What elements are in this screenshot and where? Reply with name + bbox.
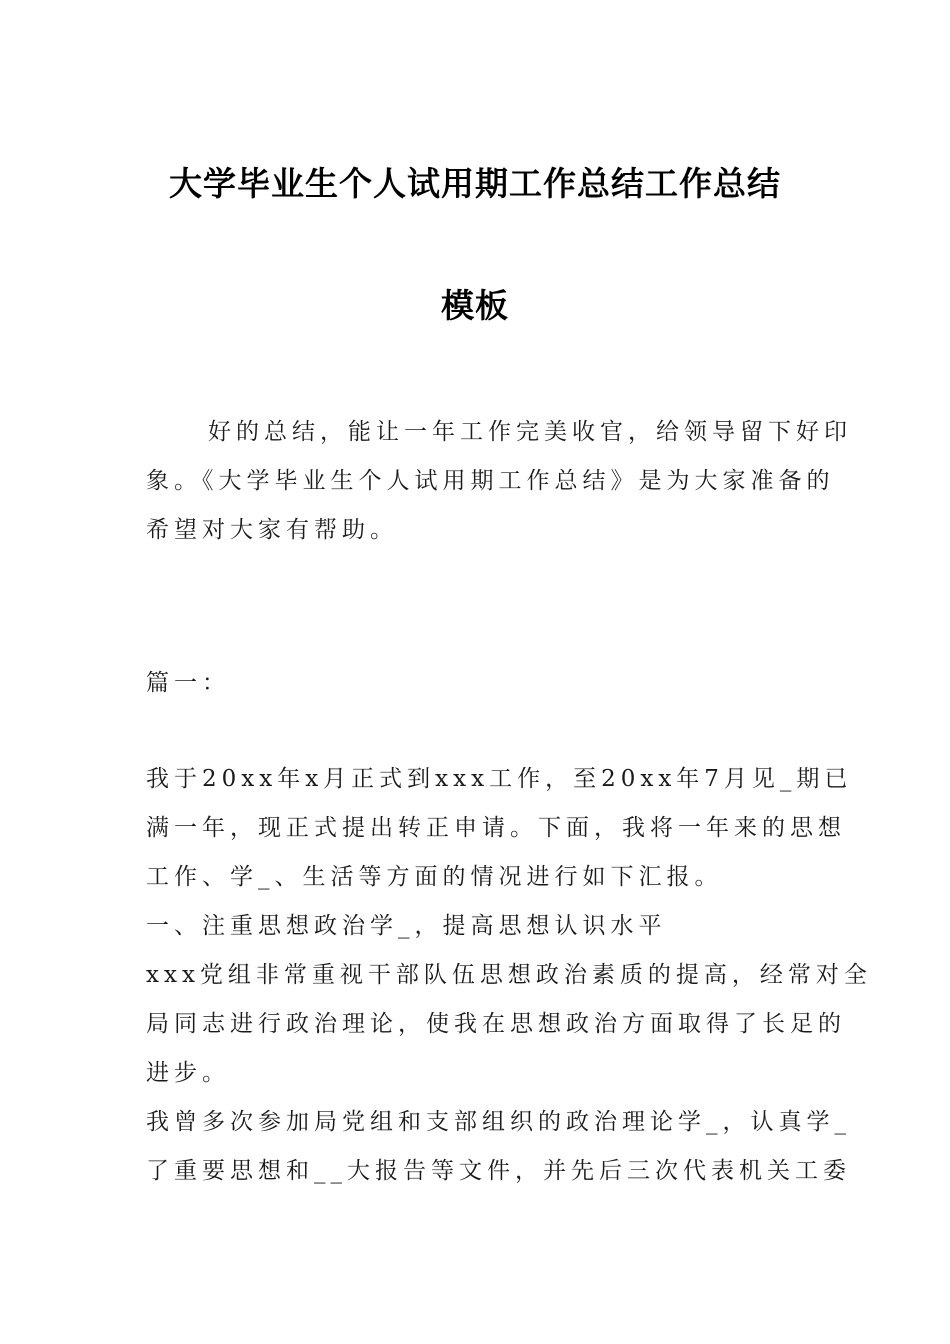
body-line: 我于20xx年x月正式到xxx工作，至20xx年7月见_期已: [146, 766, 853, 792]
intro-line: 好的总结，能让一年工作完美收官，给领导留下好印: [208, 419, 852, 445]
body-line: 局同志进行政治理论，使我在思想政治方面取得了长足的: [146, 1011, 846, 1037]
section-heading: 一、注重思想政治学_，提高思想认识水平: [146, 913, 667, 939]
body-line: 我曾多次参加局党组和支部组织的政治理论学_，认真学_: [146, 1109, 851, 1135]
body-line: 工作、学_、生活等方面的情况进行如下汇报。: [146, 864, 723, 890]
body-line: 了重要思想和__大报告等文件，并先后三次代表机关工委: [146, 1158, 851, 1184]
body-line: xxx党组非常重视干部队伍思想政治素质的提高，经常对全: [146, 962, 872, 988]
section-label-text: 篇一：: [146, 670, 230, 696]
body-line: 满一年，现正式提出转正申请。下面，我将一年来的思想: [146, 815, 846, 841]
document-title-line-2: 模板: [441, 286, 509, 325]
intro-line: 希望对大家有帮助。: [146, 517, 398, 543]
intro-paragraph: [146, 408, 852, 555]
section-label: [146, 659, 808, 708]
document-title-line-1: 大学毕业生个人试用期工作总结工作总结: [169, 164, 781, 203]
body-paragraphs: [146, 755, 872, 1196]
body-line: 进步。: [146, 1060, 230, 1086]
intro-line: 象。《大学毕业生个人试用期工作总结》是为大家准备的: [146, 468, 835, 494]
